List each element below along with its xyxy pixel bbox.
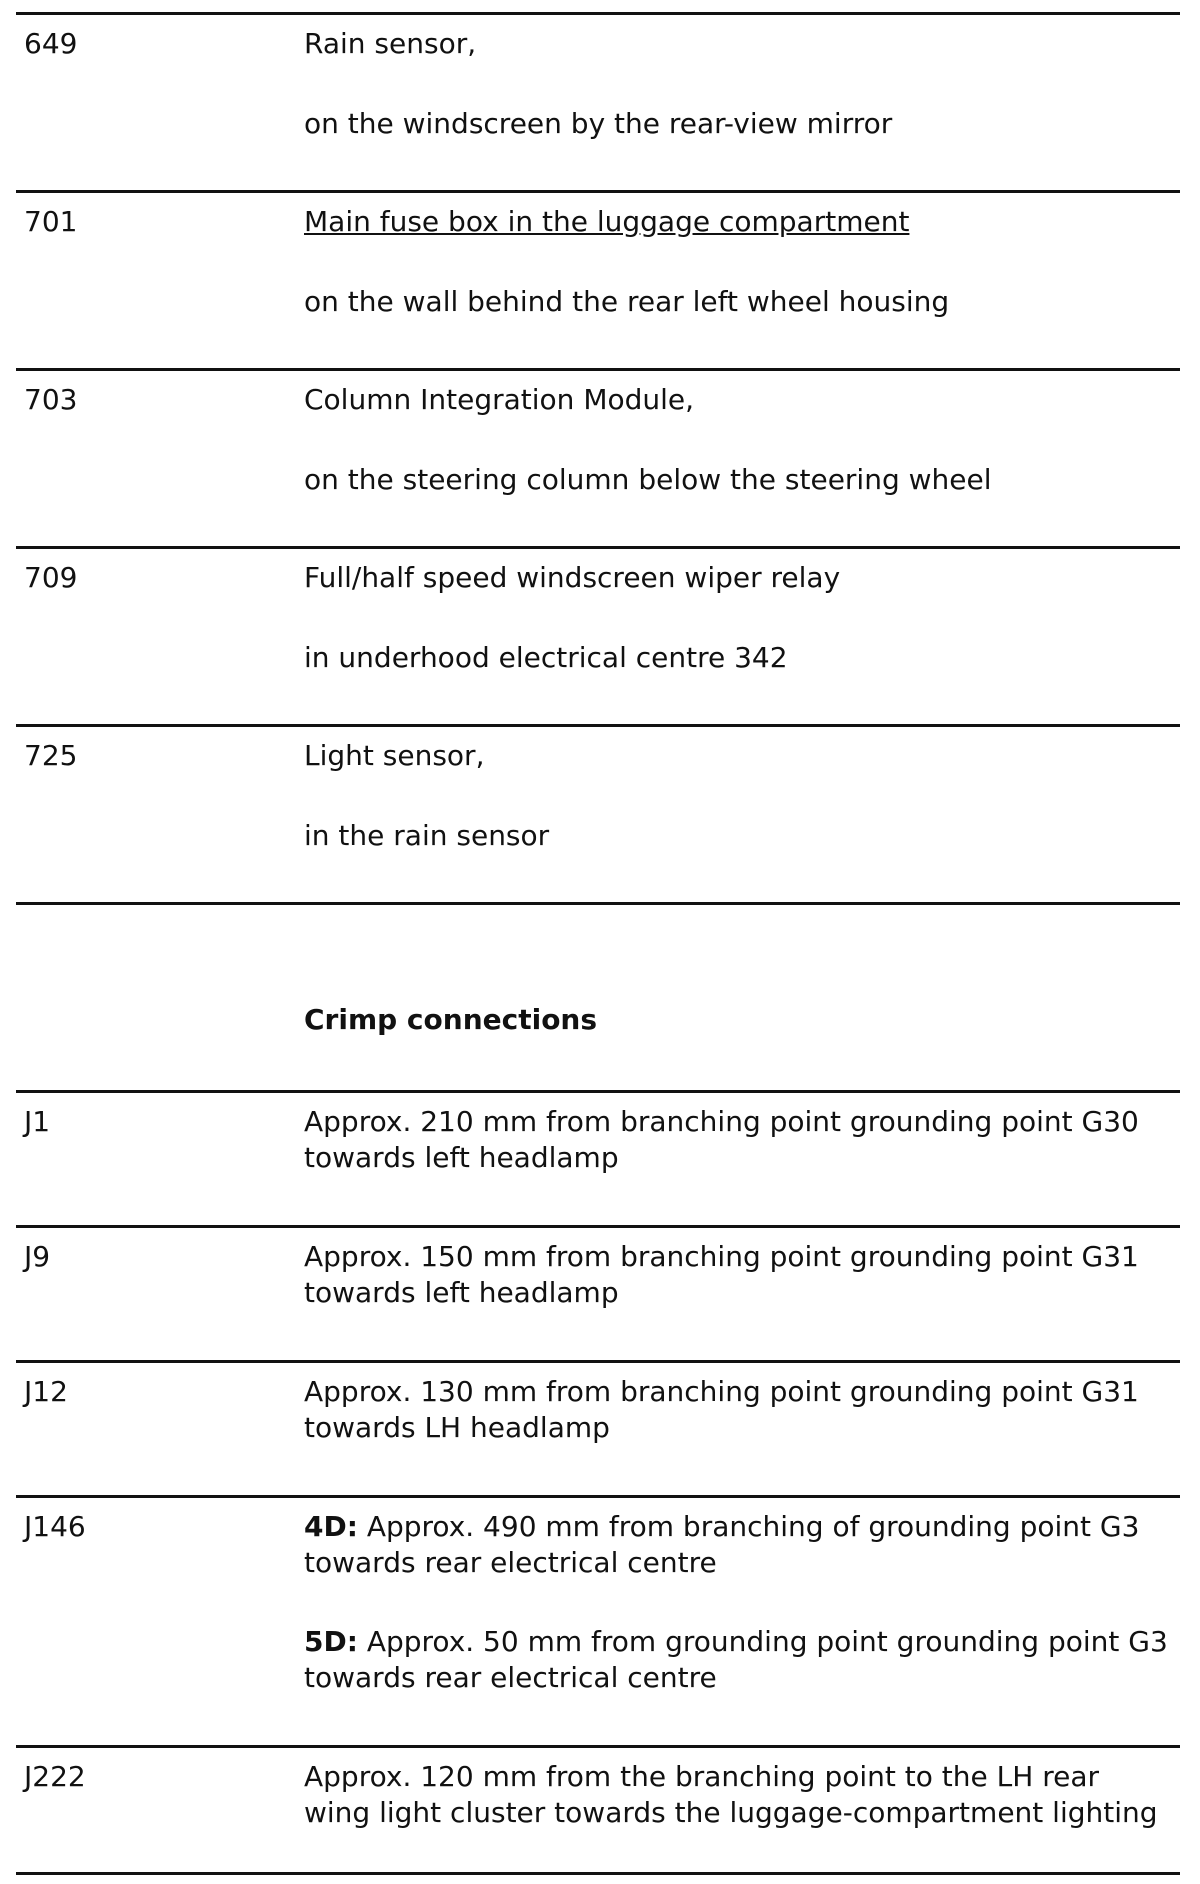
crimp-description: Approx. 130 mm from branching point grounding point G31 towards LH headlamp <box>304 1375 1139 1444</box>
row-divider <box>16 546 1180 549</box>
component-name: Light sensor, <box>304 739 485 772</box>
section-divider <box>16 902 1180 905</box>
crimp-code: J9 <box>24 1240 51 1273</box>
variant-text-5d: Approx. 50 mm from grounding point grounding point G3 towards rear electrical centre <box>304 1625 1168 1694</box>
component-code: 649 <box>24 27 78 60</box>
row-divider <box>16 1090 1180 1093</box>
crimp-code: J12 <box>24 1375 68 1408</box>
row-divider <box>16 12 1180 15</box>
component-location: in underhood electrical centre 342 <box>304 641 788 674</box>
crimp-code: J146 <box>24 1510 86 1543</box>
component-location: on the wall behind the rear left wheel housing <box>304 285 950 318</box>
variant-label-4d: 4D: <box>304 1510 358 1543</box>
row-divider <box>16 1745 1180 1748</box>
component-code: 703 <box>24 383 78 416</box>
component-name: Rain sensor, <box>304 27 477 60</box>
component-location: in the rain sensor <box>304 819 550 852</box>
component-location: on the windscreen by the rear-view mirror <box>304 107 893 140</box>
component-code: 701 <box>24 205 78 238</box>
row-divider <box>16 190 1180 193</box>
component-name: Full/half speed windscreen wiper relay <box>304 561 841 594</box>
variant-text-4d: Approx. 490 mm from branching of grounding point G3 towards rear electrical centre <box>304 1510 1140 1579</box>
crimp-description: Approx. 150 mm from branching point grounding point G31 towards left headlamp <box>304 1240 1139 1309</box>
row-divider <box>16 1225 1180 1228</box>
crimp-description: Approx. 210 mm from branching point grounding point G30 towards left headlamp <box>304 1105 1139 1174</box>
section-heading: Crimp connections <box>304 1003 598 1036</box>
component-code: 725 <box>24 739 78 772</box>
row-divider <box>16 724 1180 727</box>
row-divider <box>16 1872 1180 1875</box>
crimp-code: J222 <box>24 1760 86 1793</box>
component-code: 709 <box>24 561 78 594</box>
variant-label-5d: 5D: <box>304 1625 358 1658</box>
crimp-description: Approx. 120 mm from the branching point to the LH rear wing light cluster towards the luggage-compartment lighting <box>304 1760 1158 1829</box>
component-location: on the steering column below the steering wheel <box>304 463 992 496</box>
component-name: Column Integration Module, <box>304 383 695 416</box>
crimp-code: J1 <box>24 1105 51 1138</box>
row-divider <box>16 1360 1180 1363</box>
row-divider <box>16 368 1180 371</box>
crimp-variant-5d <box>304 1624 1174 1696</box>
row-divider <box>16 1495 1180 1498</box>
component-name-link[interactable]: Main fuse box in the luggage compartment <box>304 205 910 238</box>
crimp-variant-4d <box>304 1509 1174 1581</box>
